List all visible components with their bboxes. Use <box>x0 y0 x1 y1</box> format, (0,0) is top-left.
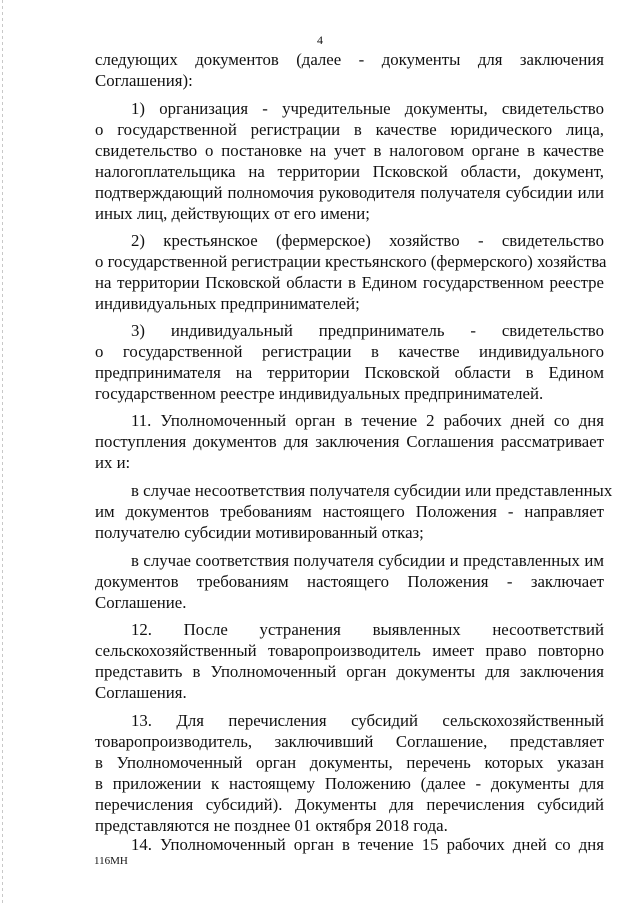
text-line: 1) организация - учредительные документы, свидетельство <box>131 99 604 118</box>
text-line: 14. Уполномоченный орган в течение 15 рабочих дней со дня <box>131 835 604 854</box>
text-line: их и: <box>95 453 131 472</box>
text-line: иных лиц, действующих от его имени; <box>95 204 370 223</box>
text-line: в случае соответствия получателя субсидии и представленных им <box>131 551 604 570</box>
text-line: индивидуальных предпринимателей; <box>95 294 360 313</box>
page-number: 4 <box>317 33 323 47</box>
text-line: представляются не позднее 01 октября 2018 года. <box>95 816 448 835</box>
text-line: о государственной регистрации в качестве индивидуального <box>95 342 604 361</box>
text-line: свидетельство о постановке на учет в налоговом органе в качестве <box>95 141 604 160</box>
text-line: о государственной регистрации в качестве юридического лица, <box>95 120 604 139</box>
text-line: документов требованиям настоящего Положения - заключает <box>95 572 604 591</box>
text-line: государственном реестре индивидуальных предпринимателей. <box>95 384 544 403</box>
text-line: налогоплательщика на территории Псковской области, документ, <box>95 162 604 181</box>
text-line: представить в Уполномоченный орган документы для заключения <box>95 662 604 681</box>
text-line: на территории Псковской области в Едином государственном реестре <box>95 273 604 292</box>
text-line: 11. Уполномоченный орган в течение 2 рабочих дней со дня <box>131 411 604 430</box>
text-line: подтверждающий полномочия руководителя получателя субсидии или <box>95 183 604 202</box>
text-line: поступления документов для заключения Соглашения рассматривает <box>95 432 604 451</box>
text-line: товаропроизводитель, заключивший Соглашение, представляет <box>95 732 604 751</box>
text-line: Соглашения): <box>95 71 193 90</box>
text-line: в случае несоответствия получателя субсидии или представленных <box>131 481 613 500</box>
text-line: им документов требованиям настоящего Положения - направляет <box>95 502 604 521</box>
text-line: в Уполномоченный орган документы, перечень которых указан <box>95 753 604 772</box>
text-line: получателю субсидии мотивированный отказ; <box>95 523 424 542</box>
text-line: о государственной регистрации крестьянского (фермерского) хозяйства <box>95 252 607 271</box>
text-line: 12. После устранения выявленных несоответствий <box>131 620 604 639</box>
text-line: 13. Для перечисления субсидий сельскохозяйственный <box>131 711 604 730</box>
scan-edge-marks <box>2 0 3 905</box>
text-line: 2) крестьянское (фермерское) хозяйство - свидетельство <box>131 231 604 250</box>
text-line: 3) индивидуальный предприниматель - свидетельство <box>131 321 604 340</box>
footer-code: 116МН <box>94 855 128 867</box>
text-line: Соглашения. <box>95 683 187 702</box>
text-line: следующих документов (далее - документы для заключения <box>95 50 604 69</box>
text-line: в приложении к настоящему Положению (далее - документы для <box>95 774 604 793</box>
text-line: сельскохозяйственный товаропроизводитель имеет право повторно <box>95 641 604 660</box>
text-line: предпринимателя на территории Псковской области в Едином <box>95 363 604 382</box>
text-line: Соглашение. <box>95 593 187 612</box>
text-line: перечисления субсидий). Документы для перечисления субсидий <box>95 795 604 814</box>
